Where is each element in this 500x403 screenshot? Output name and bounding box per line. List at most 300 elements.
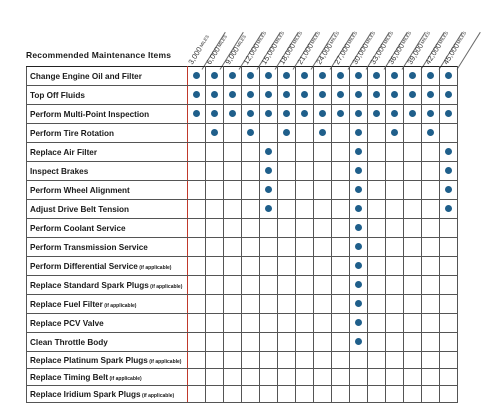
scheduled-dot bbox=[193, 91, 200, 98]
schedule-cell bbox=[206, 295, 224, 314]
mileage-unit: MILES bbox=[291, 30, 304, 45]
maintenance-item-label bbox=[27, 238, 188, 257]
scheduled-dot bbox=[319, 72, 326, 79]
schedule-cell bbox=[242, 314, 260, 333]
mileage-unit: MILES bbox=[364, 30, 377, 45]
schedule-cell bbox=[404, 219, 422, 238]
scheduled-dot bbox=[247, 129, 254, 136]
schedule-cell bbox=[260, 181, 278, 200]
table-row bbox=[27, 314, 458, 333]
schedule-cell bbox=[206, 162, 224, 181]
table-row bbox=[27, 67, 458, 86]
schedule-cell bbox=[314, 124, 332, 143]
schedule-cell bbox=[260, 314, 278, 333]
schedule-cell bbox=[440, 67, 458, 86]
schedule-cell bbox=[278, 238, 296, 257]
scheduled-dot bbox=[265, 110, 272, 117]
mileage-unit: MILES bbox=[310, 30, 322, 45]
maintenance-item-text: Perform Transmission Service bbox=[30, 242, 148, 252]
mileage-value: 6,000 bbox=[204, 45, 223, 66]
schedule-cell bbox=[206, 67, 224, 86]
schedule-cell bbox=[296, 333, 314, 352]
schedule-cell bbox=[314, 181, 332, 200]
schedule-cell bbox=[422, 276, 440, 295]
schedule-cell bbox=[332, 67, 350, 86]
maintenance-item-label bbox=[27, 314, 188, 333]
schedule-cell bbox=[188, 67, 206, 86]
schedule-cell bbox=[422, 105, 440, 124]
table-row bbox=[27, 143, 458, 162]
schedule-cell bbox=[296, 162, 314, 181]
maintenance-item-text: Adjust Drive Belt Tension bbox=[30, 204, 130, 214]
schedule-cell bbox=[332, 352, 350, 369]
schedule-cell bbox=[332, 295, 350, 314]
scheduled-dot bbox=[229, 72, 236, 79]
schedule-cell bbox=[368, 200, 386, 219]
scheduled-dot bbox=[355, 148, 362, 155]
maintenance-item-label bbox=[27, 67, 188, 86]
schedule-cell bbox=[386, 67, 404, 86]
scheduled-dot bbox=[355, 129, 362, 136]
scheduled-dot bbox=[301, 91, 308, 98]
schedule-cell bbox=[404, 200, 422, 219]
scheduled-dot bbox=[409, 110, 416, 117]
schedule-cell bbox=[278, 181, 296, 200]
schedule-cell bbox=[440, 124, 458, 143]
schedule-cell bbox=[332, 200, 350, 219]
schedule-cell bbox=[278, 257, 296, 276]
schedule-cell bbox=[260, 200, 278, 219]
schedule-cell bbox=[314, 238, 332, 257]
mileage-header-row bbox=[0, 0, 500, 70]
schedule-cell bbox=[188, 295, 206, 314]
mileage-value: 9,000 bbox=[222, 45, 241, 66]
schedule-cell bbox=[296, 105, 314, 124]
schedule-cell bbox=[440, 162, 458, 181]
schedule-cell bbox=[260, 257, 278, 276]
mileage-unit: MILES bbox=[419, 30, 431, 45]
maintenance-item-text: Perform Tire Rotation bbox=[30, 128, 115, 138]
schedule-cell bbox=[404, 369, 422, 386]
schedule-cell bbox=[296, 369, 314, 386]
schedule-cell bbox=[332, 369, 350, 386]
schedule-cell bbox=[242, 105, 260, 124]
schedule-cell bbox=[188, 333, 206, 352]
schedule-cell bbox=[224, 257, 242, 276]
scheduled-dot bbox=[193, 72, 200, 79]
schedule-cell bbox=[278, 314, 296, 333]
schedule-cell bbox=[296, 238, 314, 257]
maintenance-item-text: Replace Timing Belt bbox=[30, 372, 109, 382]
schedule-cell bbox=[206, 200, 224, 219]
schedule-cell bbox=[314, 219, 332, 238]
schedule-cell bbox=[350, 369, 368, 386]
scheduled-dot bbox=[355, 72, 362, 79]
schedule-cell bbox=[278, 67, 296, 86]
schedule-cell bbox=[368, 257, 386, 276]
schedule-cell bbox=[404, 67, 422, 86]
schedule-cell bbox=[440, 276, 458, 295]
schedule-cell bbox=[422, 295, 440, 314]
mileage-unit: MILES bbox=[328, 30, 340, 45]
schedule-cell bbox=[260, 162, 278, 181]
schedule-cell bbox=[224, 181, 242, 200]
table-row bbox=[27, 181, 458, 200]
schedule-cell bbox=[278, 295, 296, 314]
schedule-cell bbox=[440, 238, 458, 257]
mileage-value: 30,000 bbox=[350, 41, 371, 66]
schedule-cell bbox=[188, 86, 206, 105]
schedule-cell bbox=[188, 162, 206, 181]
schedule-cell bbox=[404, 295, 422, 314]
schedule-cell bbox=[278, 105, 296, 124]
scheduled-dot bbox=[265, 205, 272, 212]
schedule-cell bbox=[440, 219, 458, 238]
schedule-cell bbox=[206, 105, 224, 124]
schedule-cell bbox=[224, 67, 242, 86]
schedule-cell bbox=[368, 352, 386, 369]
schedule-cell bbox=[224, 333, 242, 352]
schedule-cell bbox=[224, 105, 242, 124]
schedule-cell bbox=[404, 86, 422, 105]
schedule-cell bbox=[422, 238, 440, 257]
schedule-cell bbox=[440, 333, 458, 352]
maintenance-item-label bbox=[27, 219, 188, 238]
schedule-cell bbox=[332, 124, 350, 143]
maintenance-item-text: Replace Iridium Spark Plugs bbox=[30, 389, 141, 399]
schedule-cell bbox=[350, 333, 368, 352]
schedule-cell bbox=[314, 352, 332, 369]
mileage-value: 3,000 bbox=[186, 45, 205, 66]
schedule-cell bbox=[350, 181, 368, 200]
schedule-cell bbox=[206, 314, 224, 333]
maintenance-item-text: Perform Coolant Service bbox=[30, 223, 126, 233]
schedule-cell bbox=[332, 181, 350, 200]
table-row bbox=[27, 352, 458, 369]
schedule-cell bbox=[278, 276, 296, 295]
scheduled-dot bbox=[355, 91, 362, 98]
scheduled-dot bbox=[355, 243, 362, 250]
scheduled-dot bbox=[355, 224, 362, 231]
schedule-cell bbox=[224, 162, 242, 181]
schedule-cell bbox=[278, 369, 296, 386]
schedule-cell bbox=[260, 276, 278, 295]
schedule-cell bbox=[332, 162, 350, 181]
schedule-cell bbox=[368, 105, 386, 124]
schedule-cell bbox=[188, 181, 206, 200]
schedule-cell bbox=[440, 143, 458, 162]
schedule-cell bbox=[386, 295, 404, 314]
schedule-cell bbox=[314, 67, 332, 86]
table-row bbox=[27, 257, 458, 276]
schedule-cell bbox=[296, 352, 314, 369]
schedule-cell bbox=[188, 200, 206, 219]
scheduled-dot bbox=[301, 110, 308, 117]
schedule-cell bbox=[368, 124, 386, 143]
schedule-cell bbox=[332, 333, 350, 352]
scheduled-dot bbox=[355, 205, 362, 212]
schedule-cell bbox=[314, 257, 332, 276]
schedule-cell bbox=[368, 276, 386, 295]
schedule-cell bbox=[422, 219, 440, 238]
schedule-cell bbox=[368, 143, 386, 162]
schedule-cell bbox=[188, 314, 206, 333]
scheduled-dot bbox=[355, 300, 362, 307]
scheduled-dot bbox=[193, 110, 200, 117]
table-row bbox=[27, 369, 458, 386]
schedule-cell bbox=[296, 181, 314, 200]
schedule-cell bbox=[314, 314, 332, 333]
schedule-cell bbox=[314, 86, 332, 105]
schedule-cell bbox=[260, 238, 278, 257]
table-row bbox=[27, 162, 458, 181]
schedule-cell bbox=[296, 67, 314, 86]
schedule-cell bbox=[188, 143, 206, 162]
schedule-cell bbox=[188, 257, 206, 276]
scheduled-dot bbox=[355, 338, 362, 345]
schedule-cell bbox=[278, 352, 296, 369]
scheduled-dot bbox=[355, 110, 362, 117]
schedule-cell bbox=[296, 219, 314, 238]
schedule-cell bbox=[296, 143, 314, 162]
schedule-cell bbox=[224, 352, 242, 369]
maintenance-schedule-table bbox=[26, 66, 458, 403]
schedule-cell bbox=[386, 314, 404, 333]
scheduled-dot bbox=[265, 148, 272, 155]
schedule-cell bbox=[350, 295, 368, 314]
schedule-cell bbox=[332, 276, 350, 295]
table-row bbox=[27, 86, 458, 105]
schedule-cell bbox=[368, 86, 386, 105]
schedule-cell bbox=[332, 143, 350, 162]
maintenance-item-label bbox=[27, 105, 188, 124]
schedule-cell bbox=[422, 124, 440, 143]
scheduled-dot bbox=[211, 110, 218, 117]
schedule-cell bbox=[440, 295, 458, 314]
scheduled-dot bbox=[283, 129, 290, 136]
table-row bbox=[27, 200, 458, 219]
schedule-cell bbox=[206, 124, 224, 143]
scheduled-dot bbox=[391, 91, 398, 98]
mileage-value: 39,000 bbox=[404, 41, 425, 66]
scheduled-dot bbox=[283, 91, 290, 98]
mileage-unit: MILES bbox=[216, 34, 229, 49]
schedule-cell bbox=[440, 200, 458, 219]
schedule-cell bbox=[260, 295, 278, 314]
schedule-cell bbox=[404, 352, 422, 369]
schedule-cell bbox=[224, 200, 242, 219]
table-row bbox=[27, 333, 458, 352]
scheduled-dot bbox=[337, 110, 344, 117]
schedule-cell bbox=[278, 162, 296, 181]
schedule-cell bbox=[206, 333, 224, 352]
mileage-unit: MILES bbox=[273, 30, 286, 45]
schedule-cell bbox=[368, 369, 386, 386]
scheduled-dot bbox=[265, 72, 272, 79]
schedule-cell bbox=[260, 124, 278, 143]
schedule-cell bbox=[188, 276, 206, 295]
mileage-value: 36,000 bbox=[386, 41, 407, 66]
schedule-cell bbox=[242, 200, 260, 219]
schedule-cell bbox=[188, 238, 206, 257]
schedule-cell bbox=[260, 333, 278, 352]
schedule-cell bbox=[242, 238, 260, 257]
schedule-cell bbox=[440, 257, 458, 276]
maintenance-item-text: Change Engine Oil and Filter bbox=[30, 71, 142, 81]
schedule-cell bbox=[296, 276, 314, 295]
schedule-cell bbox=[422, 257, 440, 276]
scheduled-dot bbox=[445, 110, 452, 117]
mileage-value: 33,000 bbox=[368, 41, 389, 66]
schedule-cell bbox=[386, 238, 404, 257]
schedule-cell bbox=[368, 333, 386, 352]
schedule-cell bbox=[278, 200, 296, 219]
scheduled-dot bbox=[265, 91, 272, 98]
schedule-cell bbox=[404, 276, 422, 295]
schedule-cell bbox=[440, 369, 458, 386]
schedule-cell bbox=[386, 352, 404, 369]
schedule-cell bbox=[242, 219, 260, 238]
scheduled-dot bbox=[445, 205, 452, 212]
scheduled-dot bbox=[355, 319, 362, 326]
schedule-cell bbox=[440, 352, 458, 369]
schedule-cell bbox=[296, 257, 314, 276]
maintenance-item-note: (if applicable) bbox=[140, 392, 175, 399]
schedule-cell bbox=[422, 200, 440, 219]
schedule-cell bbox=[206, 276, 224, 295]
schedule-cell bbox=[350, 314, 368, 333]
schedule-cell bbox=[242, 295, 260, 314]
schedule-cell bbox=[278, 219, 296, 238]
schedule-cell bbox=[332, 314, 350, 333]
maintenance-item-label bbox=[27, 181, 188, 200]
schedule-cell bbox=[206, 86, 224, 105]
schedule-cell bbox=[440, 105, 458, 124]
schedule-cell bbox=[386, 200, 404, 219]
scheduled-dot bbox=[247, 110, 254, 117]
schedule-cell bbox=[224, 86, 242, 105]
schedule-cell bbox=[368, 162, 386, 181]
schedule-cell bbox=[350, 162, 368, 181]
schedule-cell bbox=[224, 219, 242, 238]
schedule-cell bbox=[368, 238, 386, 257]
schedule-cell bbox=[368, 181, 386, 200]
mileage-value: 45,000 bbox=[441, 41, 462, 66]
schedule-cell bbox=[206, 257, 224, 276]
maintenance-item-text: Replace Platinum Spark Plugs bbox=[30, 355, 148, 365]
scheduled-dot bbox=[319, 129, 326, 136]
schedule-cell bbox=[296, 200, 314, 219]
maintenance-item-text: Perform Wheel Alignment bbox=[30, 185, 130, 195]
schedule-cell bbox=[206, 369, 224, 386]
schedule-cell bbox=[386, 333, 404, 352]
schedule-cell bbox=[422, 369, 440, 386]
schedule-cell bbox=[242, 352, 260, 369]
schedule-cell bbox=[314, 369, 332, 386]
schedule-cell bbox=[386, 181, 404, 200]
schedule-cell bbox=[350, 238, 368, 257]
scheduled-dot bbox=[373, 72, 380, 79]
schedule-cell bbox=[386, 162, 404, 181]
scheduled-dot bbox=[355, 186, 362, 193]
maintenance-item-label bbox=[27, 143, 188, 162]
scheduled-dot bbox=[445, 72, 452, 79]
schedule-cell bbox=[368, 219, 386, 238]
scheduled-dot bbox=[211, 72, 218, 79]
scheduled-dot bbox=[427, 129, 434, 136]
schedule-cell bbox=[350, 124, 368, 143]
schedule-cell bbox=[242, 124, 260, 143]
schedule-cell bbox=[440, 181, 458, 200]
maintenance-item-label bbox=[27, 369, 188, 386]
maintenance-item-label bbox=[27, 352, 188, 369]
schedule-cell bbox=[314, 295, 332, 314]
schedule-cell bbox=[386, 219, 404, 238]
schedule-cell bbox=[368, 67, 386, 86]
maintenance-item-text: Clean Throttle Body bbox=[30, 337, 108, 347]
schedule-cell bbox=[350, 86, 368, 105]
schedule-cell bbox=[224, 314, 242, 333]
scheduled-dot bbox=[211, 129, 218, 136]
scheduled-dot bbox=[355, 281, 362, 288]
scheduled-dot bbox=[391, 72, 398, 79]
maintenance-item-note: (if applicable) bbox=[137, 264, 172, 271]
schedule-cell bbox=[314, 333, 332, 352]
schedule-cell bbox=[188, 369, 206, 386]
schedule-cell bbox=[314, 162, 332, 181]
schedule-cell bbox=[206, 181, 224, 200]
scheduled-dot bbox=[229, 110, 236, 117]
scheduled-dot bbox=[247, 72, 254, 79]
schedule-cell bbox=[188, 124, 206, 143]
schedule-cell bbox=[242, 162, 260, 181]
schedule-cell bbox=[224, 295, 242, 314]
schedule-cell bbox=[242, 181, 260, 200]
schedule-cell bbox=[314, 200, 332, 219]
scheduled-dot bbox=[391, 129, 398, 136]
schedule-cell bbox=[350, 105, 368, 124]
scheduled-dot bbox=[445, 148, 452, 155]
schedule-cell bbox=[188, 352, 206, 369]
maintenance-item-text: Replace Air Filter bbox=[30, 147, 98, 157]
schedule-cell bbox=[386, 276, 404, 295]
scheduled-dot bbox=[319, 110, 326, 117]
schedule-cell bbox=[422, 181, 440, 200]
scheduled-dot bbox=[247, 91, 254, 98]
mileage-unit: MILES bbox=[382, 30, 395, 45]
scheduled-dot bbox=[337, 91, 344, 98]
schedule-cell bbox=[242, 333, 260, 352]
schedule-cell bbox=[314, 105, 332, 124]
scheduled-dot bbox=[409, 91, 416, 98]
maintenance-item-note: (if applicable) bbox=[108, 375, 142, 382]
schedule-cell bbox=[260, 105, 278, 124]
schedule-cell bbox=[224, 369, 242, 386]
schedule-cell bbox=[296, 295, 314, 314]
schedule-cell bbox=[422, 162, 440, 181]
schedule-cell bbox=[350, 143, 368, 162]
scheduled-dot bbox=[283, 110, 290, 117]
schedule-cell bbox=[260, 143, 278, 162]
schedule-cell bbox=[224, 124, 242, 143]
schedule-cell bbox=[350, 257, 368, 276]
maintenance-item-text: Perform Differential Service bbox=[30, 261, 138, 271]
schedule-cell bbox=[386, 369, 404, 386]
schedule-cell bbox=[386, 86, 404, 105]
schedule-cell bbox=[404, 124, 422, 143]
schedule-cell bbox=[404, 162, 422, 181]
scheduled-dot bbox=[373, 110, 380, 117]
